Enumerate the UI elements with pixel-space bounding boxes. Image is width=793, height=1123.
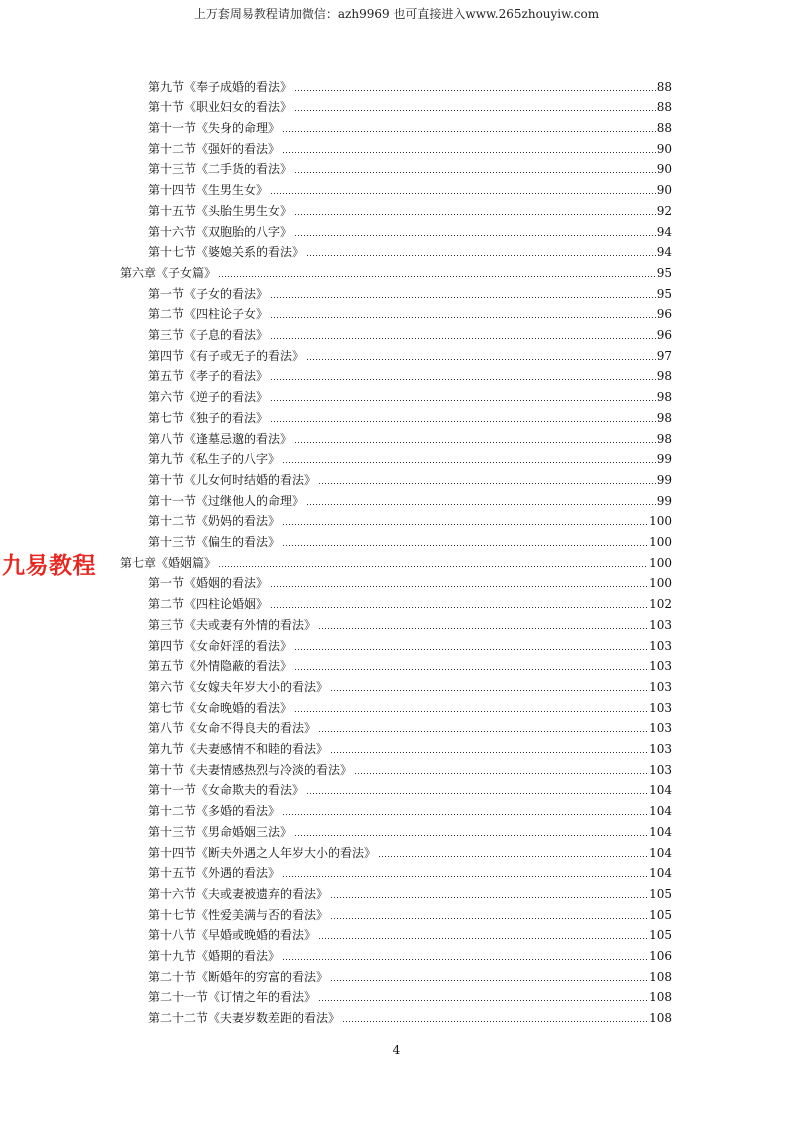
toc-entry-page: 96 [656, 307, 672, 322]
dot-leader [218, 275, 656, 278]
dot-leader [270, 316, 656, 319]
toc-section-entry[interactable] [148, 73, 672, 94]
toc-entry-title: 第二节《四柱论子女》 [148, 307, 269, 322]
toc-entry-page: 104 [649, 804, 672, 819]
toc-entry-page: 103 [649, 762, 672, 777]
toc-entry-title: 第八节《逢墓忌邈的看法》 [148, 431, 293, 446]
toc-entry-page: 100 [649, 555, 672, 570]
dot-leader [270, 296, 656, 299]
toc-entry-page: 108 [649, 990, 672, 1005]
dot-leader [294, 234, 656, 237]
toc-entry-title: 第九节《奉子成婚的看法》 [148, 79, 293, 94]
toc-entry-page: 100 [649, 514, 672, 529]
toc-section-entry[interactable] [148, 922, 672, 943]
dot-leader [282, 813, 648, 816]
page-number: 4 [392, 1043, 401, 1057]
toc-entry-title: 第七节《女命晚婚的看法》 [148, 700, 293, 715]
toc-section-entry[interactable] [148, 135, 672, 156]
toc-entry-title: 第九节《夫妻感情不和睦的看法》 [148, 742, 329, 757]
toc-entry-page: 103 [649, 617, 672, 632]
toc-entry-title: 第十五节《外遇的看法》 [148, 866, 281, 881]
dot-leader [270, 192, 656, 195]
toc-section-entry[interactable] [148, 446, 672, 467]
dot-leader [318, 627, 648, 630]
toc-section-entry[interactable] [148, 653, 672, 674]
toc-entry-page: 104 [649, 845, 672, 860]
toc-entry-title: 第五节《孝子的看法》 [148, 369, 269, 384]
dot-leader [330, 917, 648, 920]
toc-entry-page: 94 [656, 224, 672, 239]
dot-leader [270, 337, 656, 340]
dot-leader [306, 358, 656, 361]
toc-entry-title: 第十六节《夫或妻被遗弃的看法》 [148, 886, 329, 901]
toc-section-entry[interactable] [148, 984, 672, 1005]
toc-entry-page: 95 [656, 265, 672, 280]
toc-section-entry[interactable] [148, 528, 672, 549]
toc-entry-title: 第十七节《性爱美满与否的看法》 [148, 907, 329, 922]
toc-entry-page: 90 [656, 162, 672, 177]
dot-leader [318, 937, 648, 940]
dot-leader [294, 834, 648, 837]
toc-entry-page: 90 [656, 183, 672, 198]
dot-leader [282, 151, 656, 154]
toc-section-entry[interactable] [148, 1005, 672, 1026]
toc-entry-title: 第六章《子女篇》 [120, 265, 217, 280]
toc-entry-page: 105 [649, 928, 672, 943]
toc-section-entry[interactable] [148, 425, 672, 446]
dot-leader [378, 855, 648, 858]
toc-entry-page: 95 [656, 286, 672, 301]
toc-entry-page: 103 [649, 721, 672, 736]
dot-leader [294, 648, 648, 651]
toc-entry-page: 108 [649, 1011, 672, 1026]
toc-entry-title: 第十二节《奶妈的看法》 [148, 514, 281, 529]
toc-chapter-entry[interactable] [120, 549, 672, 570]
toc-entry-page: 88 [656, 121, 672, 136]
toc-entry-title: 第四节《女命奸淫的看法》 [148, 638, 293, 653]
toc-entry-title: 第十五节《头胎生男生女》 [148, 203, 293, 218]
toc-section-entry[interactable] [148, 673, 672, 694]
toc-entry-title: 第十七节《婆媳关系的看法》 [148, 245, 305, 260]
toc-entry-title: 第二十节《断婚年的穷富的看法》 [148, 969, 329, 984]
toc-entry-page: 100 [649, 535, 672, 550]
toc-section-entry[interactable] [148, 570, 672, 591]
toc-entry-title: 第八节《女命不得良夫的看法》 [148, 721, 317, 736]
dot-leader [330, 896, 648, 899]
toc-entry-title: 第六节《逆子的看法》 [148, 390, 269, 405]
dot-leader [282, 958, 648, 961]
toc-section-entry[interactable] [148, 508, 672, 529]
toc-entry-title: 第十四节《生男生女》 [148, 183, 269, 198]
toc-section-entry[interactable] [148, 487, 672, 508]
toc-entry-title: 第七节《独子的看法》 [148, 410, 269, 425]
dot-leader [306, 503, 656, 506]
toc-entry-page: 99 [656, 493, 672, 508]
dot-leader [294, 668, 648, 671]
toc-entry-page: 104 [649, 783, 672, 798]
toc-entry-page: 88 [656, 100, 672, 115]
dot-leader [282, 875, 648, 878]
toc-section-entry[interactable] [148, 94, 672, 115]
toc-entry-page: 104 [649, 824, 672, 839]
toc-entry-page: 98 [656, 369, 672, 384]
toc-entry-page: 94 [656, 245, 672, 260]
page-header: 上万套周易教程请加微信：azh9969 也可直接进入www.265zhouyiw.com [193, 7, 600, 21]
watermark-logo: 九易教程 [2, 553, 96, 579]
toc-section-entry[interactable] [148, 715, 672, 736]
dot-leader [282, 523, 648, 526]
dot-leader [306, 254, 656, 257]
dot-leader [294, 441, 656, 444]
dot-leader [318, 999, 648, 1002]
toc-section-entry[interactable] [148, 239, 672, 260]
toc-entry-page: 103 [649, 659, 672, 674]
toc-entry-title: 第十三节《二手货的看法》 [148, 162, 293, 177]
toc-entry-title: 第十二节《强奸的看法》 [148, 141, 281, 156]
toc-section-entry[interactable] [148, 591, 672, 612]
toc-entry-page: 92 [656, 203, 672, 218]
toc-section-entry[interactable] [148, 177, 672, 198]
toc-entry-page: 104 [649, 866, 672, 881]
toc-entry-page: 102 [649, 597, 672, 612]
toc-section-entry[interactable] [148, 384, 672, 405]
toc-section-entry[interactable] [148, 404, 672, 425]
toc-section-entry[interactable] [148, 735, 672, 756]
toc-entry-title: 第六节《女嫁夫年岁大小的看法》 [148, 679, 329, 694]
toc-entry-title: 第十一节《女命欺夫的看法》 [148, 783, 305, 798]
toc-section-entry[interactable] [148, 818, 672, 839]
toc-entry-title: 第十三节《男命婚姻三法》 [148, 824, 293, 839]
toc-entry-page: 103 [649, 742, 672, 757]
toc-entry-page: 103 [649, 700, 672, 715]
toc-section-entry[interactable] [148, 860, 672, 881]
toc-section-entry[interactable] [148, 114, 672, 135]
dot-leader [282, 544, 648, 547]
toc-section-entry[interactable] [148, 218, 672, 239]
toc-entry-page: 99 [656, 452, 672, 467]
dot-leader [218, 565, 648, 568]
toc-section-entry[interactable] [148, 197, 672, 218]
dot-leader [330, 751, 648, 754]
toc-section-entry[interactable] [148, 363, 672, 384]
toc-section-entry[interactable] [148, 839, 672, 860]
toc-entry-title: 第十一节《失身的命理》 [148, 121, 281, 136]
toc-section-entry[interactable] [148, 466, 672, 487]
toc-entry-page: 103 [649, 638, 672, 653]
toc-section-entry[interactable] [148, 156, 672, 177]
toc-entry-page: 105 [649, 907, 672, 922]
toc-section-entry[interactable] [148, 880, 672, 901]
toc-entry-page: 90 [656, 141, 672, 156]
dot-leader [270, 378, 656, 381]
toc-section-entry[interactable] [148, 611, 672, 632]
dot-leader [318, 730, 648, 733]
dot-leader [294, 109, 656, 112]
toc-entry-title: 第十节《职业妇女的看法》 [148, 100, 293, 115]
toc-entry-title: 第十四节《断夫外遇之人年岁大小的看法》 [148, 845, 377, 860]
toc-section-entry[interactable] [148, 342, 672, 363]
toc-entry-title: 第二十一节《订情之年的看法》 [148, 990, 317, 1005]
dot-leader [270, 420, 656, 423]
toc-entry-page: 100 [649, 576, 672, 591]
toc-entry-page: 98 [656, 410, 672, 425]
toc-section-entry[interactable] [148, 798, 672, 819]
toc-entry-title: 第十一节《过继他人的命理》 [148, 493, 305, 508]
dot-leader [294, 213, 656, 216]
dot-leader [330, 979, 648, 982]
dot-leader [318, 482, 656, 485]
dot-leader [282, 130, 656, 133]
toc-section-entry[interactable] [148, 756, 672, 777]
toc-entry-title: 第十三节《偏生的看法》 [148, 535, 281, 550]
toc-chapter-entry[interactable] [120, 259, 672, 280]
dot-leader [342, 1020, 648, 1023]
toc-entry-page: 96 [656, 328, 672, 343]
toc-entry-page: 97 [656, 348, 672, 363]
toc-entry-title: 第九节《私生子的八字》 [148, 452, 281, 467]
toc-entry-title: 第五节《外情隐蔽的看法》 [148, 659, 293, 674]
toc-entry-page: 99 [656, 472, 672, 487]
toc-section-entry[interactable] [148, 777, 672, 798]
dot-leader [354, 772, 648, 775]
toc-entry-page: 105 [649, 886, 672, 901]
toc-entry-title: 第十二节《多婚的看法》 [148, 804, 281, 819]
dot-leader [330, 689, 648, 692]
toc-entry-title: 第二节《四柱论婚姻》 [148, 597, 269, 612]
toc-section-entry[interactable] [148, 321, 672, 342]
toc-entry-title: 第一节《子女的看法》 [148, 286, 269, 301]
toc-entry-page: 88 [656, 79, 672, 94]
toc-section-entry[interactable] [148, 901, 672, 922]
toc-entry-title: 第一节《婚姻的看法》 [148, 576, 269, 591]
toc-entry-page: 103 [649, 679, 672, 694]
toc-entry-title: 第十节《夫妻情感热烈与冷淡的看法》 [148, 762, 353, 777]
toc-entry-title: 第二十二节《夫妻岁数差距的看法》 [148, 1011, 341, 1026]
toc-section-entry[interactable] [148, 942, 672, 963]
dot-leader [282, 461, 656, 464]
toc-section-entry[interactable] [148, 632, 672, 653]
toc-entry-title: 第十六节《双胞胎的八字》 [148, 224, 293, 239]
dot-leader [294, 89, 656, 92]
toc-entry-title: 第十八节《早婚或晚婚的看法》 [148, 928, 317, 943]
toc-section-entry[interactable] [148, 694, 672, 715]
dot-leader [306, 792, 648, 795]
toc-section-entry[interactable] [148, 963, 672, 984]
toc-entry-page: 106 [649, 949, 672, 964]
toc-entry-title: 第四节《有子或无子的看法》 [148, 348, 305, 363]
dot-leader [294, 171, 656, 174]
dot-leader [270, 606, 648, 609]
toc-entry-title: 第十节《儿女何时结婚的看法》 [148, 472, 317, 487]
toc-entry-page: 98 [656, 431, 672, 446]
toc-entry-title: 第三节《子息的看法》 [148, 328, 269, 343]
toc-entry-title: 第十九节《婚期的看法》 [148, 949, 281, 964]
toc-entry-title: 第三节《夫或妻有外情的看法》 [148, 617, 317, 632]
dot-leader [270, 585, 648, 588]
toc-entry-page: 108 [649, 969, 672, 984]
toc-section-entry[interactable] [148, 280, 672, 301]
dot-leader [294, 710, 648, 713]
toc-entry-title: 第七章《婚姻篇》 [120, 555, 217, 570]
toc-section-entry[interactable] [148, 301, 672, 322]
dot-leader [270, 399, 656, 402]
toc-entry-page: 98 [656, 390, 672, 405]
